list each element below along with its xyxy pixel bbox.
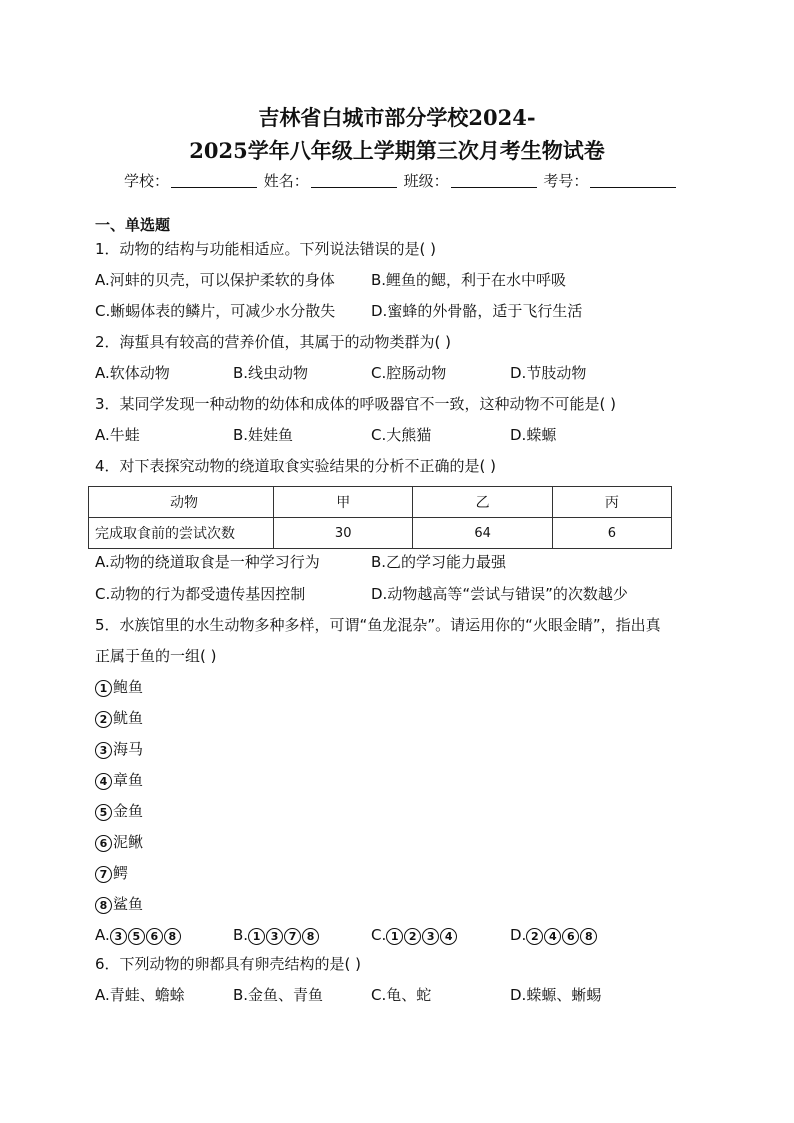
circled-number: 6 — [146, 928, 163, 945]
option-letter: C. — [371, 926, 387, 944]
name-label: 姓名： — [263, 172, 309, 190]
question-3-stem: 3．某同学发现一种动物的幼体和成体的呼吸器官不一致，这种动物不可能是( ) — [95, 395, 617, 413]
q5-option-d[interactable] — [510, 924, 598, 946]
q1-option-d[interactable]: D.蜜蜂的外骨骼，适于飞行生活 — [371, 302, 583, 320]
q1-option-c[interactable]: C.蜥蜴体表的鳞片，可减少水分散失 — [95, 302, 336, 320]
option-letter: A. — [95, 926, 110, 944]
exam-title-line1: 吉林省白城市部分学校2024- — [258, 105, 536, 130]
name-blank[interactable] — [311, 173, 397, 188]
q2-option-c[interactable]: C.腔肠动物 — [371, 364, 447, 382]
circled-number: 8 — [95, 897, 112, 914]
section-title: 一、单选题 — [95, 216, 171, 234]
list-item — [95, 707, 143, 729]
circled-number: 4 — [440, 928, 457, 945]
option-letter: D. — [510, 926, 527, 944]
exam-number-label: 考号： — [543, 172, 589, 190]
circled-number: 1 — [248, 928, 265, 945]
circled-number: 2 — [526, 928, 543, 945]
list-item-text: 鲨鱼 — [113, 895, 144, 913]
table-cell: 30 — [274, 518, 413, 549]
q1-option-b[interactable]: B.鲤鱼的鳃，利于在水中呼吸 — [371, 271, 567, 289]
q5-option-a[interactable] — [95, 924, 182, 946]
q3-option-d[interactable]: D.蝾螈 — [510, 426, 557, 444]
list-item-text: 鱿鱼 — [113, 709, 144, 727]
list-item-text: 金鱼 — [113, 802, 144, 820]
q4-option-d[interactable]: D.动物越高等“尝试与错误”的次数越少 — [371, 585, 628, 603]
q5-option-b[interactable] — [233, 924, 320, 946]
circled-number: 3 — [110, 928, 127, 945]
list-item — [95, 738, 143, 760]
class-label: 班级： — [403, 172, 449, 190]
circled-number: 2 — [95, 711, 112, 728]
option-letter: B. — [233, 926, 249, 944]
exam-number-blank[interactable] — [590, 173, 676, 188]
table-header-cell: 乙 — [413, 487, 552, 518]
circled-number: 3 — [266, 928, 283, 945]
circled-number: 8 — [580, 928, 597, 945]
table-cell-label: 完成取食前的尝试次数 — [89, 518, 274, 549]
q4-option-b[interactable]: B.乙的学习能力最强 — [371, 553, 507, 571]
q3-option-b[interactable]: B.娃娃鱼 — [233, 426, 294, 444]
q6-option-a[interactable]: A.青蛙、蟾蜍 — [95, 986, 185, 1004]
list-item — [95, 800, 143, 822]
q1-option-a[interactable]: A.河蚌的贝壳，可以保护柔软的身体 — [95, 271, 335, 289]
list-item — [95, 893, 143, 915]
table-header-cell: 动物 — [89, 487, 274, 518]
question-1-stem: 1．动物的结构与功能相适应。下列说法错误的是( ) — [95, 240, 437, 258]
circled-number: 3 — [422, 928, 439, 945]
table-cell: 64 — [413, 518, 552, 549]
circled-number: 8 — [302, 928, 319, 945]
q6-option-b[interactable]: B.金鱼、青鱼 — [233, 986, 324, 1004]
table-cell: 6 — [552, 518, 671, 549]
q3-option-a[interactable]: A.牛蛙 — [95, 426, 140, 444]
q3-option-c[interactable]: C.大熊猫 — [371, 426, 432, 444]
table-header-cell: 丙 — [552, 487, 671, 518]
list-item-text: 海马 — [113, 740, 144, 758]
list-item — [95, 676, 143, 698]
student-info-line — [124, 171, 684, 191]
circled-number: 1 — [95, 680, 112, 697]
circled-number: 4 — [95, 773, 112, 790]
experiment-table — [88, 486, 672, 549]
circled-number: 8 — [164, 928, 181, 945]
question-6-stem: 6．下列动物的卵都具有卵壳结构的是( ) — [95, 955, 362, 973]
list-item-text: 鳄 — [113, 864, 129, 882]
circled-number: 2 — [404, 928, 421, 945]
list-item-text: 章鱼 — [113, 771, 144, 789]
circled-number: 1 — [386, 928, 403, 945]
question-5-stem-line1: 5．水族馆里的水生动物多种多样，可谓“鱼龙混杂”。请运用你的“火眼金睛”，指出真 — [95, 616, 661, 634]
q6-option-c[interactable]: C.龟、蛇 — [371, 986, 432, 1004]
class-blank[interactable] — [451, 173, 537, 188]
circled-number: 7 — [284, 928, 301, 945]
list-item — [95, 769, 143, 791]
circled-number: 4 — [544, 928, 561, 945]
list-item-text: 泥鳅 — [113, 833, 144, 851]
school-label: 学校： — [124, 172, 170, 190]
circled-number: 3 — [95, 742, 112, 759]
circled-number: 6 — [562, 928, 579, 945]
circled-number: 5 — [95, 804, 112, 821]
circled-number: 7 — [95, 866, 112, 883]
exam-title-line2: 2025学年八年级上学期第三次月考生物试卷 — [189, 138, 605, 163]
q4-option-c[interactable]: C.动物的行为都受遗传基因控制 — [95, 585, 306, 603]
q4-option-a[interactable]: A.动物的绕道取食是一种学习行为 — [95, 553, 320, 571]
circled-number: 6 — [95, 835, 112, 852]
question-5-stem-line2: 正属于鱼的一组( ) — [95, 647, 217, 665]
question-2-stem: 2．海蜇具有较高的营养价值，其属于的动物类群为( ) — [95, 333, 452, 351]
list-item — [95, 831, 143, 853]
list-item — [95, 862, 128, 884]
table-header-row — [89, 487, 672, 518]
list-item-text: 鲍鱼 — [113, 678, 144, 696]
table-row — [89, 518, 672, 549]
school-blank[interactable] — [171, 173, 257, 188]
q5-option-c[interactable] — [371, 924, 458, 946]
q2-option-d[interactable]: D.节肢动物 — [510, 364, 587, 382]
table-header-cell: 甲 — [274, 487, 413, 518]
q2-option-a[interactable]: A.软体动物 — [95, 364, 170, 382]
q6-option-d[interactable]: D.蝾螈、蜥蜴 — [510, 986, 602, 1004]
question-4-stem: 4．对下表探究动物的绕道取食实验结果的分析不正确的是( ) — [95, 457, 497, 475]
q2-option-b[interactable]: B.线虫动物 — [233, 364, 309, 382]
circled-number: 5 — [128, 928, 145, 945]
